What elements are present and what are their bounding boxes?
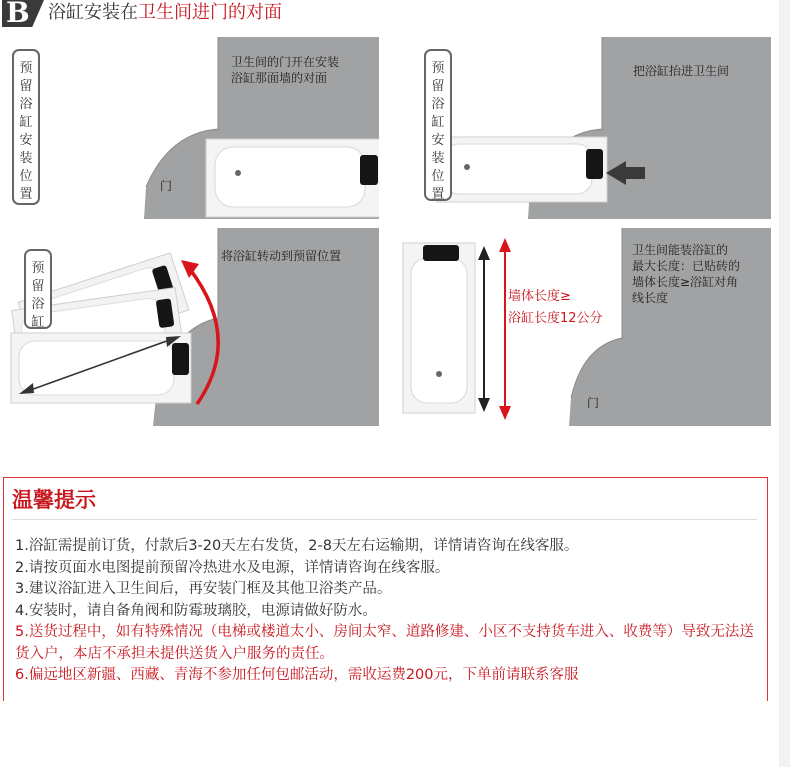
- tip-item: 4.安装时，请自备角阀和防霉玻璃胶，电源请做好防水。: [15, 602, 377, 619]
- tip-item: 5.送货过程中，如有特殊情况（电梯或楼道太小、房间太窄、道路修建、小区不支持货车进入、收费等）导致无法送货入户，本店不承担未提供送货入户服务的责任。: [15, 624, 754, 662]
- label-char: 留: [31, 279, 45, 294]
- step-panel-1: [3, 37, 379, 219]
- label-char: 预: [431, 61, 445, 76]
- red-line: 浴缸长度12公分: [508, 311, 603, 326]
- label-char: 缸: [19, 115, 33, 130]
- label-char: 留: [19, 79, 33, 94]
- vertical-scrollbar[interactable]: [779, 0, 790, 767]
- note-line: 浴缸那面墙的对面: [231, 71, 328, 85]
- reserved-position-label: [12, 49, 40, 205]
- step-panel-3: [3, 228, 379, 426]
- label-char: 浴: [19, 97, 33, 112]
- label-char: 安: [431, 133, 445, 148]
- label-char: 装: [431, 151, 445, 166]
- title-prefix: 浴缸安装在: [48, 2, 138, 23]
- tip-item: 3.建议浴缸进入卫生间后，再安装门框及其他卫浴类产品。: [15, 581, 392, 597]
- section-title: [48, 2, 282, 24]
- panel1-note: [231, 54, 339, 86]
- label-char: 预: [19, 61, 33, 76]
- section-header: [0, 0, 790, 28]
- tip-item: 2.请按页面水电图提前预留冷热进水及电源，详情请咨询在线客服。: [15, 559, 450, 576]
- label-char: 缸: [431, 115, 445, 130]
- tips-list: [15, 536, 760, 687]
- tips-box: [3, 477, 768, 701]
- label-char: 浴: [31, 297, 45, 312]
- label-char: 位: [19, 169, 33, 184]
- title-highlight: 卫生间进门的对面: [138, 2, 282, 23]
- wall-length-note: [508, 286, 603, 330]
- label-char: 留: [431, 79, 445, 94]
- panel2-note: 把浴缸抬进卫生间: [633, 64, 730, 78]
- tips-divider: [12, 519, 757, 520]
- step-panel-4: [387, 228, 771, 426]
- note-line: 墙体长度≥浴缸对角: [632, 275, 739, 289]
- panel4-note: [632, 242, 740, 306]
- reserved-position-label: [24, 249, 52, 329]
- note-line: 卫生间的门开在安装: [231, 55, 340, 69]
- section-letter: B: [6, 0, 30, 29]
- label-char: 置: [19, 187, 33, 202]
- label-char: 安: [19, 133, 33, 148]
- step-panel-2: [387, 37, 771, 219]
- note-line: 线长度: [632, 291, 669, 305]
- label-char: 浴: [431, 97, 445, 112]
- note-line: 最大长度：已贴砖的: [632, 259, 741, 273]
- label-char: 置: [431, 187, 445, 201]
- reserved-position-label: [424, 49, 452, 201]
- label-char: 装: [19, 151, 33, 166]
- door-label: 门: [160, 179, 173, 193]
- label-char: 缸: [31, 315, 45, 329]
- note-line: 卫生间能装浴缸的: [632, 243, 729, 257]
- red-line: 墙体长度≥: [508, 289, 571, 304]
- panel3-note: 将浴缸转动到预留位置: [221, 249, 342, 263]
- label-char: 预: [31, 261, 45, 276]
- door-label: 门: [587, 396, 600, 410]
- tip-item: 1.浴缸需提前订货，付款后3-20天左右发货，2-8天左右运输期，详情请咨询在线客服。: [15, 538, 579, 554]
- tip-item: 6.偏远地区新疆、西藏、青海不参加任何包邮活动，需收运费200元，下单前请联系客服: [15, 667, 579, 683]
- label-char: 位: [431, 169, 445, 184]
- tips-title: 温馨提示: [12, 488, 96, 512]
